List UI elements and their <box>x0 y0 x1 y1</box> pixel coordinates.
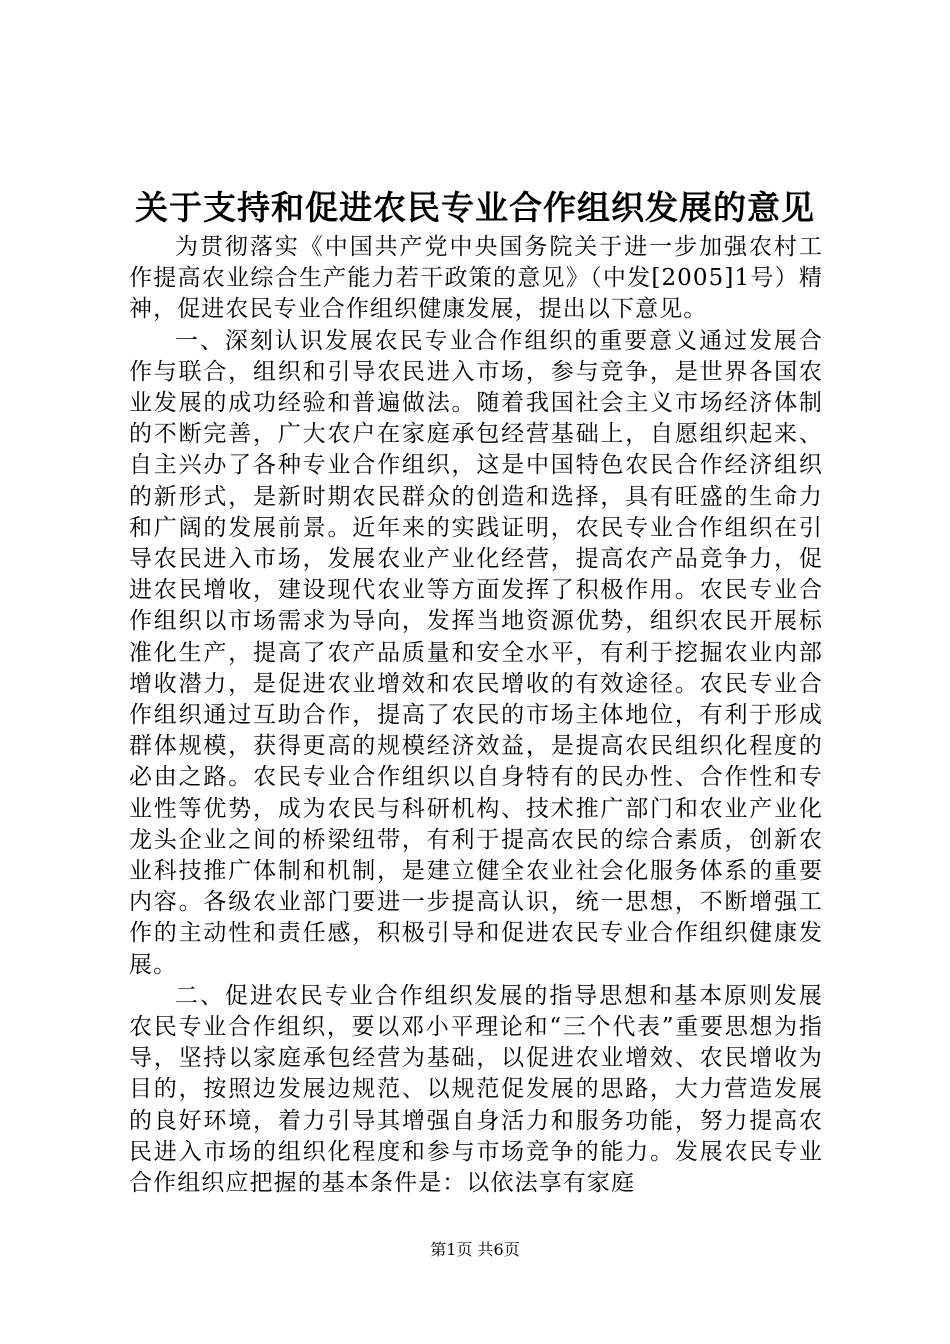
paragraph-intro: 为贯彻落实《中国共产党中央国务院关于进一步加强农村工作提高农业综合生产能力若干政策的意见》（中发[2005]1号）精神，促进农民专业合作组织健康发展，提出以下意见。 <box>129 234 823 323</box>
document-body <box>129 232 823 1199</box>
paragraph-section-1: 一、深刻认识发展农民专业合作组织的重要意义通过发展合作与联合，组织和引导农民进入市场，参与竞争，是世界各国农业发展的成功经验和普遍做法。随着我国社会主义市场经济体制的不断完善，广大农户在家庭承包经营基础上，自愿组织起来、自主兴办了各种专业合作组织，这是中国特色农民合作经济组织的新形式，是新时期农民群众的创造和选择，具有旺盛的生命力和广阔的发展前景。近年来的实践证明，农民专业合作组织在引导农民进入市场，发展农业产业化经营，提高农产品竞争力，促进农民增收，建设现代农业等方面发挥了积极作用。农民专业合作组织以市场需求为导向，发挥当地资源优势，组织农民开展标准化生产，提高了农产品质量和安全水平，有利于挖掘农业内部增收潜力，是促进农业增效和农民增收的有效途径。农民专业合作组织通过互助合作，提高了农民的市场主体地位，有利于形成群体规模，获得更高的规模经济效益，是提高农民组织化程度的必由之路。农民专业合作组织以自身特有的民办性、合作性和专业性等优势，成为农民与科研机构、技术推广部门和农业产业化龙头企业之间的桥梁纽带，有利于提高农民的综合素质，创新农业科技推广体制和机制，是建立健全农业社会化服务体系的重要内容。各级农业部门要进一步提高认识，统一思想，不断增强工作的主动性和责任感，积极引导和促进农民专业合作组织健康发展。 <box>129 327 823 978</box>
paragraph-section-2: 二、促进农民专业合作组织发展的指导思想和基本原则发展农民专业合作组织，要以邓小平理论和“三个代表”重要思想为指导，坚持以家庭承包经营为基础，以促进农业增效、农民增收为目的，按照边发展边规范、以规范促发展的思路，大力营造发展的良好环境，着力引导其增强自身活力和服务功能，努力提高农民进入市场的组织化程度和参与市场竞争的能力。发展农民专业合作组织应把握的基本条件是：以依法享有家庭 <box>129 982 823 1197</box>
document-title: 关于支持和促进农民专业合作组织发展的意见 <box>135 188 815 227</box>
page-footer: 第1页 共6页 <box>430 1240 520 1259</box>
